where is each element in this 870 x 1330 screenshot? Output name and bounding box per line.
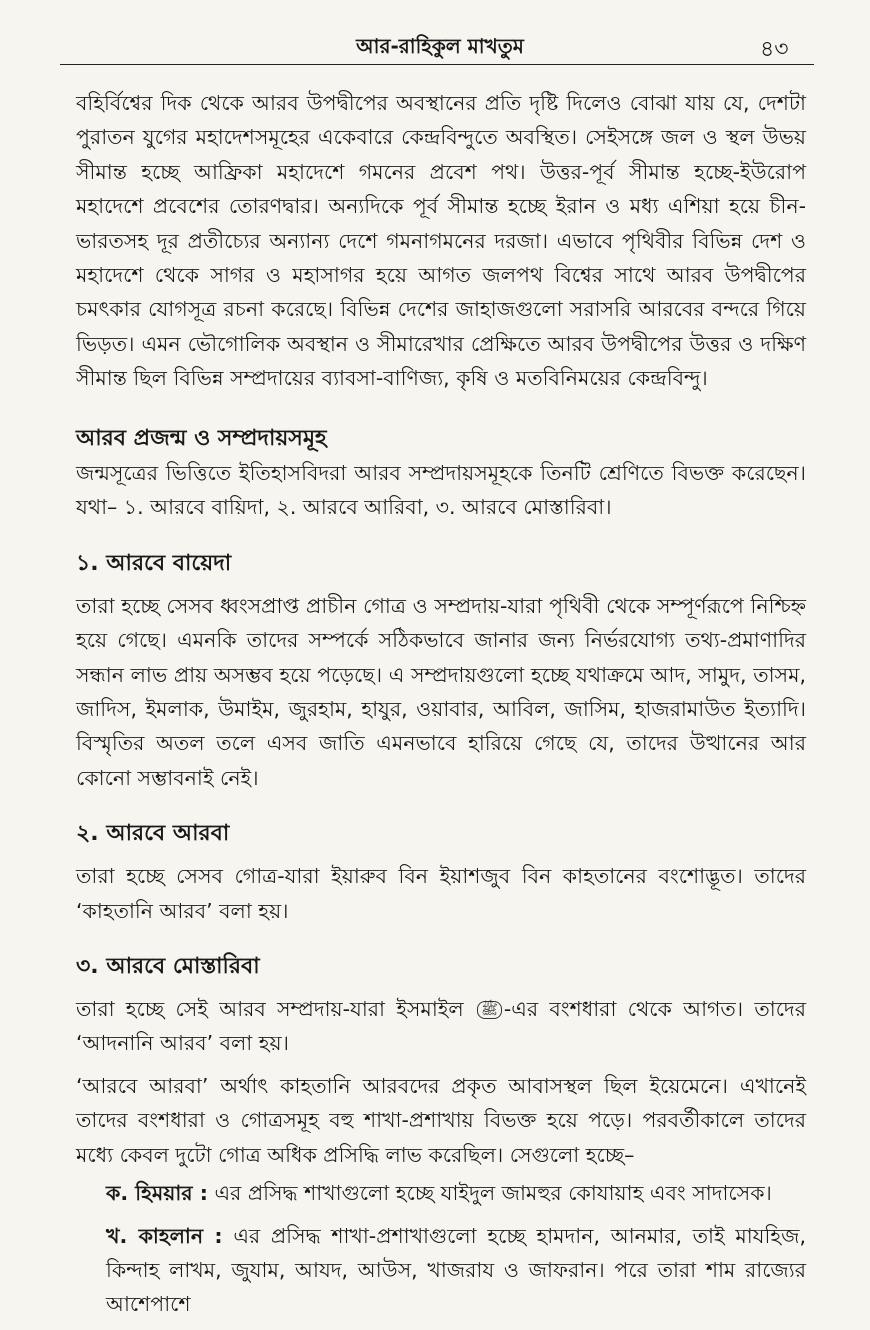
section-paragraph-arab-mustariba <box>76 992 806 1061</box>
intro-paragraph: বহির্বিশ্বের দিক থেকে আরব উপদ্বীপের অবস্থানের প্রতি দৃষ্টি দিলেও বোঝা যায় যে, দেশটা পুরাতন যুগের মহাদেশসমূহের একেবারে কেন্দ্রবিন্দুতে অবস্থিত। সেইসঙ্গে জল ও স্থল উভয় সীমান্ত হচ্ছে আফ্রিকা মহাদেশে গমনের প্রবেশ পথ। উত্তর-পূর্ব সীমান্ত হচ্ছে-ইউরোপ মহাদেশে প্রবেশের তোরণদ্বার। অন্যদিকে পূর্ব সীমান্ত হচ্ছে ইরান ও মধ্য এশিয়া হয়ে চীন-ভারতসহ দূর প্রতীচ্যের অন্যান্য দেশে গমনাগমনের দরজা। এভাবে পৃথিবীর বিভিন্ন দেশ ও মহাদেশে থেকে সাগর ও মহাসাগর হয়ে আগত জলপথ বিশ্বের সাথে আরব উপদ্বীপের চমৎকার যোগসূত্র রচনা করেছে। বিভিন্ন দেশের জাহাজগুলো সরাসরি আরবের বন্দরে গিয়ে ভিড়ত। এমন ভৌগোলিক অবস্থান ও সীমারেখার প্রেক্ষিতে আরব উপদ্বীপের উত্তর ও দক্ষিণ সীমান্ত ছিল বিভিন্ন সম্প্রদায়ের ব্যাবসা-বাণিজ্য, কৃষি ও মতবিনিময়ের কেন্দ্রবিন্দু। <box>76 91 806 391</box>
list-item-key: খ. কাহলান : <box>106 1223 223 1248</box>
list-item-text: এর প্রসিদ্ধ শাখাগুলো হচ্ছে যাইদুল জামহুর কোযায়াহ এবং সাদাসেক। <box>214 1181 772 1206</box>
section-heading-arab-baida: ১. আরবে বায়েদা <box>76 550 232 576</box>
running-title: আর-রাহিকুল মাখতুম <box>356 34 524 58</box>
section-heading-arab-generations: আরব প্রজন্ম ও সম্প্রদায়সমূহ <box>76 426 327 451</box>
page-header <box>0 28 870 68</box>
list-item-text: এর প্রসিদ্ধ শাখা-প্রশাখাগুলো হচ্ছে হামদান, আনমার, তাই মাযহিজ, কিন্দাহ লাখম, জুযাম, আযদ, আউস, খাজরায ও জাফরান। পরে তারা শাম রাজ্যের আশেপাশে <box>106 1223 806 1317</box>
list-item <box>106 1176 806 1210</box>
section-heading-arab-mustariba: ৩. আরবে মোস্তারিবা <box>76 954 260 980</box>
salutation-seal-icon: ﷺ <box>477 1001 502 1019</box>
tribe-list <box>106 1176 806 1322</box>
page-number: ৪৩ <box>760 37 789 62</box>
section-paragraph-arab-ariba: তারা হচ্ছে সেসব গোত্র-যারা ইয়ারুব বিন ইয়াশজুব বিন কাহতানের বংশোদ্ভূত। তাদের ‘কাহতানি আরব’ বলা হয়। <box>76 864 806 923</box>
section-paragraph-arab-generations: জন্মসূত্রের ভিত্তিতে ইতিহাসবিদরা আরব সম্প্রদায়সমূহকে তিনটি শ্রেণিতে বিভক্ত করেছেন। যথা– ১. আরবে বায়িদা, ২. আরবে আরিবা, ৩. আরবে মোস্তারিবা। <box>76 461 806 520</box>
section-paragraph-qahtani: ‘আরবে আরবা’ অর্থাৎ কাহতানি আরবদের প্রকৃত আবাসস্থল ছিল ইয়েমেনে। এখানেই তাদের বংশধারা ও গোত্রসমূহ বহু শাখা-প্রশাখায় বিভক্ত হয়ে পড়ে। পরবর্তীকালে তাদের মধ্যে কেবল দুটো গোত্র অধিক প্রসিদ্ধি লাভ করেছিল। সেগুলো হচ্ছে– <box>76 1073 806 1167</box>
text-after-seal: -এর বংশধারা থেকে আগত। তাদের ‘আদনানি আরব’ বলা হয়। <box>76 997 806 1056</box>
header-rule <box>60 64 814 65</box>
section-paragraph-arab-baida: তারা হচ্ছে সেসব ধ্বংসপ্রাপ্ত প্রাচীন গোত্র ও সম্প্রদায়-যারা পৃথিবী থেকে সম্পূর্ণরূপে নিশ্চিহ্ন হয়ে গেছে। এমনকি তাদের সম্পর্কে সঠিকভাবে জানার জন্য নির্ভরযোগ্য তথ্য-প্রমাণাদির সন্ধান লাভ প্রায় অসম্ভব হয়ে পড়েছে। এ সম্প্রদায়গুলো হচ্ছে যথাক্রমে আদ, সামুদ, তাসম, জাদিস, ইমলাক, উমাইম, জুরহাম, হাযুর, ওয়াবার, আবিল, জাসিম, হাজরামাউত ইত্যাদি। বিস্মৃতির অতল তলে এসব জাতি এমনভাবে হারিয়ে গেছে যে, তাদের উত্থানের আর কোনো সম্ভাবনাই নেই। <box>76 593 806 790</box>
list-item <box>106 1219 806 1322</box>
list-item-key: ক. হিময়ার : <box>106 1181 208 1206</box>
section-heading-arab-ariba: ২. আরবে আরবা <box>76 821 230 847</box>
text-before-seal: তারা হচ্ছে সেই আরব সম্প্রদায়-যারা ইসমাইল <box>76 997 464 1022</box>
page-body <box>76 86 806 1330</box>
